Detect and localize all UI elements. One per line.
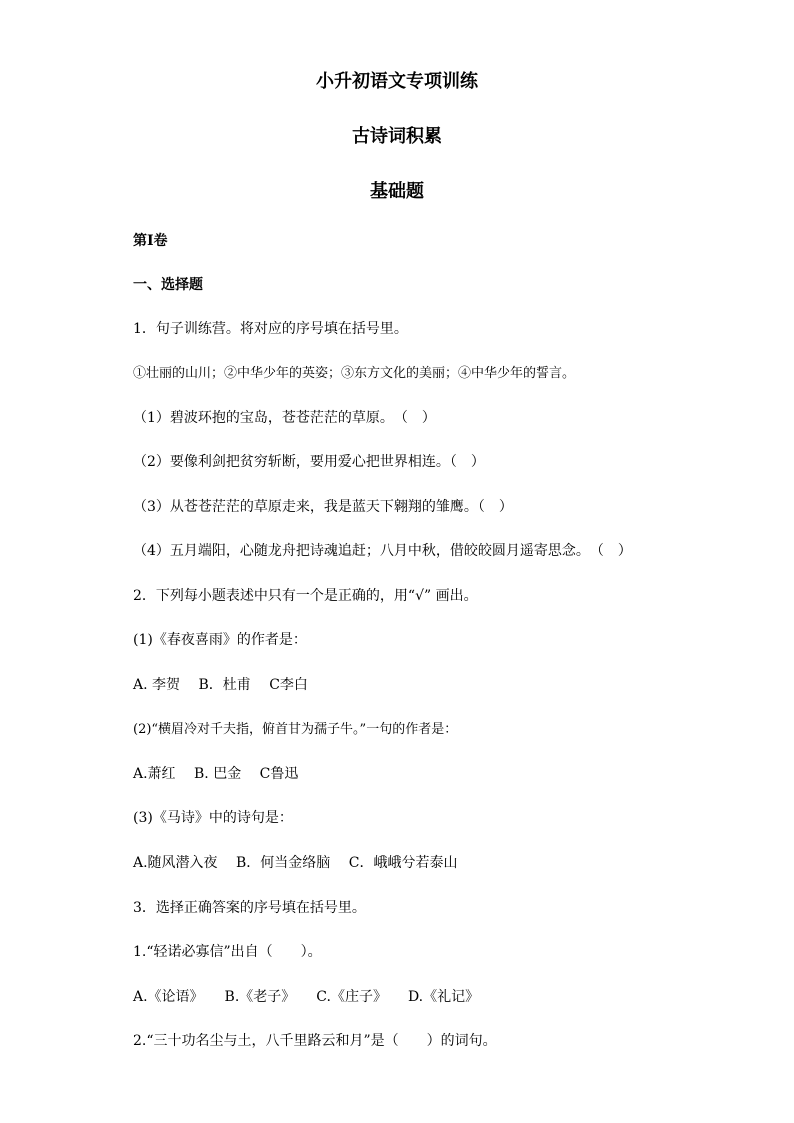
q2-sub2: (2)“横眉冷对千夫指，俯首甘为孺子牛。”一句的作者是：: [133, 722, 458, 737]
q1-item: （1）碧波环抱的宝岛，苍苍茫茫的草原。 （ ）: [133, 410, 436, 426]
q3-sub2: 2.“三十功名尘与土，八千里路云和月”是（ ）的词句。: [133, 1033, 497, 1049]
q1-item: （2）要像利剑把贫穷斩断，要用爱心把世界相连。（ ）: [133, 454, 485, 470]
topic-title: 古诗词积累: [352, 126, 442, 147]
q2-sub3-options: A.随风潜入夜 B．何当金络脑 C．峨峨兮若泰山: [133, 855, 458, 871]
q2-stem: 2．下列每小题表述中只有一个是正确的，用“√” 画出。: [133, 588, 478, 604]
q3-sub1: 1.“轻诺必寡信”出自（ ）。: [133, 944, 322, 960]
section-heading: 一、选择题: [133, 277, 203, 293]
q2-sub3: (3)《马诗》中的诗句是：: [133, 810, 293, 826]
q1-item: （4）五月端阳，心随龙舟把诗魂追赶；八月中秋，借皎皎圆月遥寄思念。 （ ）: [133, 543, 632, 559]
q3-sub1-options: A.《论语》 B.《老子》 C.《庄子》 D.《礼记》: [133, 989, 480, 1005]
q1-stem: 1．句子训练营。将对应的序号填在括号里。: [133, 321, 408, 337]
q2-sub1-options: A. 李贺 B．杜甫 C李白: [133, 677, 308, 693]
volume-label: 第I卷: [133, 233, 168, 249]
main-title: 小升初语文专项训练: [316, 71, 478, 92]
q2-sub1: (1)《春夜喜雨》的作者是：: [133, 632, 307, 648]
q1-options: ①壮丽的山川；②中华少年的英姿；③东方文化的美丽；④中华少年的誓言。: [133, 366, 576, 381]
q3-stem: 3．选择正确答案的序号填在括号里。: [133, 900, 366, 916]
q2-sub2-options: A.萧红 B. 巴金 C鲁迅: [133, 766, 299, 782]
q1-item: （3）从苍苍茫茫的草原走来，我是蓝天下翱翔的雏鹰。（ ）: [133, 499, 513, 515]
level-title: 基础题: [370, 181, 424, 202]
